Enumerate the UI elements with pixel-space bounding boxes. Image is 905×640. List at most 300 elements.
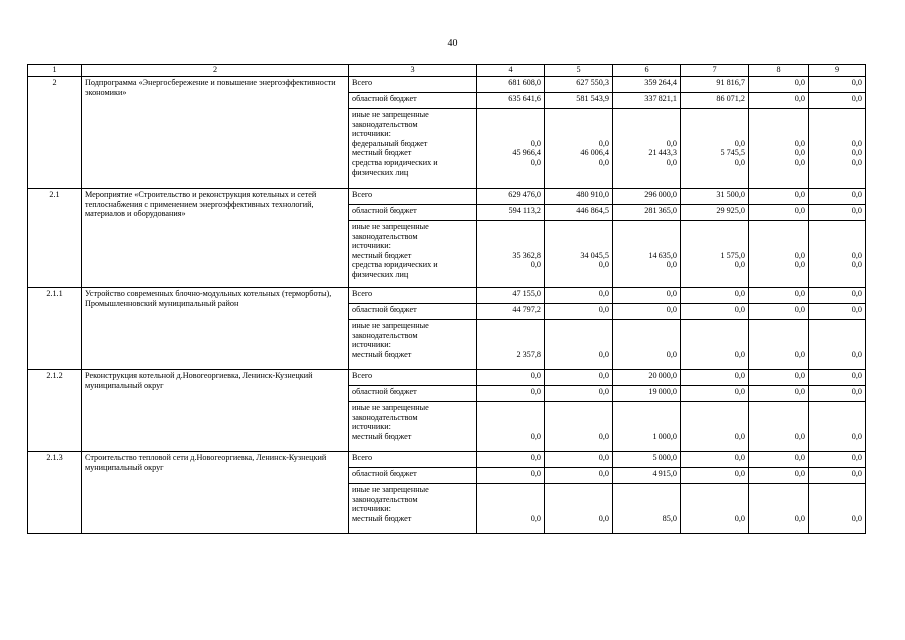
value: [684, 403, 745, 413]
value-cell: [681, 221, 749, 288]
value: 0,0: [851, 157, 862, 167]
column-header: 5: [545, 65, 613, 77]
value-cell: [809, 189, 866, 205]
funding-source-line: Всего: [352, 371, 373, 380]
value: [616, 321, 677, 331]
value: [548, 120, 609, 130]
value: 0,0: [666, 349, 677, 359]
value: 681 608,0: [508, 78, 541, 87]
value: [684, 340, 745, 350]
table-row: [28, 452, 866, 468]
value: [752, 331, 805, 341]
value: 0,0: [851, 431, 862, 441]
funding-source-line: местный бюджет: [352, 148, 412, 158]
funding-source-line: средства юридических и: [352, 260, 438, 270]
value-cell: [613, 320, 681, 370]
value: 0,0: [666, 305, 677, 314]
funding-source: [349, 386, 477, 402]
funding-source-line: источники:: [352, 504, 391, 514]
value-cell: [477, 93, 545, 109]
value: 0,0: [598, 305, 609, 314]
value-cell: [545, 109, 613, 189]
row-code: 2.1: [28, 189, 82, 288]
value: [684, 321, 745, 331]
value: [616, 241, 677, 251]
value: 0,0: [530, 431, 541, 441]
value: [480, 504, 541, 514]
value: [548, 340, 609, 350]
funding-source-line: областной бюджет: [352, 94, 417, 103]
value-cell: [809, 304, 866, 320]
value: 296 000,0: [644, 190, 677, 199]
value-cell: [681, 109, 749, 189]
value: [616, 495, 677, 505]
value: [752, 504, 805, 514]
value: [480, 241, 541, 251]
value: [548, 331, 609, 341]
value-cell: [545, 402, 613, 452]
value: [752, 129, 805, 139]
funding-source: [349, 402, 477, 452]
value: 0,0: [530, 469, 541, 478]
value-cell: [749, 93, 809, 109]
value: [548, 422, 609, 432]
value: [480, 129, 541, 139]
value-cell: [613, 370, 681, 386]
value-cell: [681, 386, 749, 402]
value: [480, 403, 541, 413]
value-cell: [545, 93, 613, 109]
value-cell: [613, 205, 681, 221]
budget-table: [27, 64, 866, 534]
value: 45 966,4: [512, 148, 541, 158]
value-cell: [545, 288, 613, 304]
value-cell: [613, 468, 681, 484]
value-cell: [681, 370, 749, 386]
funding-source-line: источники:: [352, 422, 391, 432]
value: 635 641,6: [508, 94, 541, 103]
value: 480 910,0: [576, 190, 609, 199]
value: [684, 485, 745, 495]
value: 0,0: [530, 157, 541, 167]
value-cell: [809, 221, 866, 288]
value-cell: [681, 288, 749, 304]
value: [616, 422, 677, 432]
value: 0,0: [851, 250, 862, 260]
value: 0,0: [794, 94, 805, 103]
value: [684, 331, 745, 341]
value: 0,0: [851, 148, 862, 158]
value: 0,0: [734, 453, 745, 462]
funding-source-line: законодательством: [352, 119, 418, 129]
value: 0,0: [851, 78, 862, 87]
column-header: 6: [613, 65, 681, 77]
value-cell: [681, 205, 749, 221]
column-header: 9: [809, 65, 866, 77]
value: [616, 340, 677, 350]
value: [548, 321, 609, 331]
value: 0,0: [530, 513, 541, 523]
value: [684, 129, 745, 139]
funding-source-line: Всего: [352, 453, 373, 462]
value-cell: [749, 468, 809, 484]
value: [480, 110, 541, 120]
value: [752, 422, 805, 432]
value: [616, 504, 677, 514]
funding-source-line: областной бюджет: [352, 469, 417, 478]
value: 86 071,2: [716, 94, 745, 103]
value-cell: [613, 484, 681, 534]
value: [752, 413, 805, 423]
value-cell: [477, 189, 545, 205]
value: 20 000,0: [648, 371, 677, 380]
value-cell: [681, 304, 749, 320]
value: 0,0: [530, 260, 541, 270]
value: 359 264,4: [644, 78, 677, 87]
value: 0,0: [530, 453, 541, 462]
value: 0,0: [598, 289, 609, 298]
value: [684, 413, 745, 423]
value: [752, 340, 805, 350]
funding-source: [349, 205, 477, 221]
funding-source-line: иные не запрещенные: [352, 485, 429, 494]
value: 0,0: [851, 190, 862, 199]
value-cell: [681, 484, 749, 534]
funding-source-line: законодательством: [352, 330, 418, 340]
value-cell: [749, 205, 809, 221]
value-cell: [749, 452, 809, 468]
value: 34 045,5: [580, 250, 609, 260]
value: [616, 120, 677, 130]
value: 0,0: [530, 387, 541, 396]
value: 35 362,8: [512, 250, 541, 260]
value-cell: [809, 370, 866, 386]
funding-source-line: источники:: [352, 241, 391, 251]
funding-source: [349, 93, 477, 109]
value-cell: [809, 452, 866, 468]
funding-source-line: законодательством: [352, 412, 418, 422]
value-cell: [809, 77, 866, 93]
value: [480, 331, 541, 341]
value-cell: [477, 304, 545, 320]
funding-source-line: физических лиц: [352, 269, 409, 279]
value-cell: [681, 93, 749, 109]
value-cell: [809, 402, 866, 452]
value: [684, 241, 745, 251]
value: [752, 222, 805, 232]
value: 0,0: [794, 157, 805, 167]
value: 0,0: [794, 469, 805, 478]
funding-source: [349, 304, 477, 320]
value-cell: [809, 386, 866, 402]
value: 0,0: [794, 138, 805, 148]
value: 0,0: [794, 371, 805, 380]
row-code: 2.1.3: [28, 452, 82, 534]
funding-source-line: средства юридических и: [352, 157, 438, 167]
value-cell: [545, 189, 613, 205]
value-cell: [613, 304, 681, 320]
value-cell: [613, 77, 681, 93]
value-cell: [545, 205, 613, 221]
value: 0,0: [794, 513, 805, 523]
value: [548, 232, 609, 242]
value: 85,0: [662, 513, 677, 523]
value: [684, 110, 745, 120]
value-cell: [809, 109, 866, 189]
value: 0,0: [851, 305, 862, 314]
funding-source-line: местный бюджет: [352, 250, 412, 260]
value-cell: [613, 93, 681, 109]
value: 0,0: [851, 371, 862, 380]
value: 0,0: [598, 431, 609, 441]
column-header: 4: [477, 65, 545, 77]
value-cell: [749, 221, 809, 288]
funding-source-line: законодательством: [352, 231, 418, 241]
value: 0,0: [794, 78, 805, 87]
value: 0,0: [598, 453, 609, 462]
value: 0,0: [598, 371, 609, 380]
value-cell: [749, 484, 809, 534]
value: [752, 403, 805, 413]
value: [812, 110, 862, 120]
value: 1 000,0: [652, 431, 677, 441]
header-row: [28, 65, 866, 77]
value-cell: [809, 93, 866, 109]
value: 281 365,0: [644, 206, 677, 215]
value: 4 915,0: [652, 469, 677, 478]
value: 0,0: [851, 138, 862, 148]
value: [480, 340, 541, 350]
value-cell: [613, 386, 681, 402]
value: 0,0: [598, 349, 609, 359]
value-cell: [477, 402, 545, 452]
value-cell: [545, 370, 613, 386]
funding-source-line: областной бюджет: [352, 305, 417, 314]
value: [480, 232, 541, 242]
value-cell: [749, 320, 809, 370]
value: 31 500,0: [716, 190, 745, 199]
value: 0,0: [851, 513, 862, 523]
value-cell: [477, 77, 545, 93]
value: 5 745,5: [720, 148, 745, 158]
value: [812, 403, 862, 413]
value: 0,0: [794, 349, 805, 359]
value-cell: [809, 320, 866, 370]
value: 0,0: [794, 206, 805, 215]
funding-source-line: областной бюджет: [352, 206, 417, 215]
column-header: 2: [82, 65, 349, 77]
value: [752, 110, 805, 120]
row-code: 2.1.2: [28, 370, 82, 452]
value: 0,0: [598, 469, 609, 478]
value-cell: [681, 320, 749, 370]
value: [548, 110, 609, 120]
row-title: Подпрограмма «Энергосбережение и повышение энергоэффективности экономики»: [82, 77, 349, 189]
value-cell: [681, 77, 749, 93]
value-cell: [477, 370, 545, 386]
value: 14 635,0: [648, 250, 677, 260]
value: [480, 321, 541, 331]
value: [684, 222, 745, 232]
value: [752, 495, 805, 505]
table-row: [28, 189, 866, 205]
value: [616, 222, 677, 232]
table-row: [28, 77, 866, 93]
value: [684, 422, 745, 432]
value: [548, 222, 609, 232]
value-cell: [477, 320, 545, 370]
value: [480, 422, 541, 432]
value: 0,0: [851, 260, 862, 270]
funding-source: [349, 109, 477, 189]
funding-source-line: местный бюджет: [352, 431, 412, 441]
value: 0,0: [666, 289, 677, 298]
value: 0,0: [734, 157, 745, 167]
value: 91 816,7: [716, 78, 745, 87]
value: 0,0: [851, 469, 862, 478]
value-cell: [749, 386, 809, 402]
value: 446 864,5: [576, 206, 609, 215]
row-code: 2.1.1: [28, 288, 82, 370]
column-header: 1: [28, 65, 82, 77]
value: [548, 504, 609, 514]
value: 0,0: [851, 94, 862, 103]
value: 0,0: [794, 289, 805, 298]
value: 44 797,2: [512, 305, 541, 314]
funding-source-line: физических лиц: [352, 167, 409, 177]
value: 627 550,3: [576, 78, 609, 87]
value: [752, 232, 805, 242]
funding-source: [349, 452, 477, 468]
value: [616, 413, 677, 423]
column-header: 7: [681, 65, 749, 77]
value-cell: [545, 452, 613, 468]
value: [616, 110, 677, 120]
funding-source: [349, 370, 477, 386]
column-header: 3: [349, 65, 477, 77]
funding-source: [349, 189, 477, 205]
value-cell: [809, 205, 866, 221]
value-cell: [749, 370, 809, 386]
value: [812, 321, 862, 331]
value: [480, 222, 541, 232]
value-cell: [613, 221, 681, 288]
value: [812, 120, 862, 130]
value: [480, 120, 541, 130]
value-cell: [545, 304, 613, 320]
value: 0,0: [734, 371, 745, 380]
row-code: 2: [28, 77, 82, 189]
value: [752, 321, 805, 331]
value: [752, 485, 805, 495]
value: [548, 129, 609, 139]
value: [548, 495, 609, 505]
value: 0,0: [598, 387, 609, 396]
value: 0,0: [794, 387, 805, 396]
value: [548, 241, 609, 251]
value: 0,0: [794, 190, 805, 199]
row-title: Реконструкция котельной д.Новогеоргиевка, Ленинск-Кузнецкий муниципальный округ: [82, 370, 349, 452]
value-cell: [809, 484, 866, 534]
value-cell: [681, 468, 749, 484]
value: [752, 241, 805, 251]
value: 19 000,0: [648, 387, 677, 396]
value: 0,0: [734, 349, 745, 359]
value: [684, 120, 745, 130]
value: 0,0: [851, 349, 862, 359]
value: [684, 232, 745, 242]
funding-source: [349, 288, 477, 304]
funding-source-line: местный бюджет: [352, 513, 412, 523]
value: 0,0: [598, 138, 609, 148]
funding-source-line: Всего: [352, 289, 373, 298]
value: [812, 129, 862, 139]
value: 629 476,0: [508, 190, 541, 199]
value-cell: [477, 452, 545, 468]
value: 1 575,0: [720, 250, 745, 260]
value-cell: [545, 320, 613, 370]
value-cell: [681, 189, 749, 205]
funding-source: [349, 484, 477, 534]
value-cell: [613, 109, 681, 189]
value: 0,0: [734, 387, 745, 396]
value-cell: [545, 484, 613, 534]
column-header: 8: [749, 65, 809, 77]
funding-source-line: Всего: [352, 78, 373, 87]
row-title: Строительство тепловой сети д.Новогеоргиевка, Ленинск-Кузнецкий муниципальный округ: [82, 452, 349, 534]
value: 594 113,2: [508, 206, 541, 215]
value-cell: [749, 304, 809, 320]
value: 29 925,0: [716, 206, 745, 215]
value-cell: [613, 189, 681, 205]
funding-source-line: иные не запрещенные: [352, 222, 429, 231]
value: 0,0: [794, 305, 805, 314]
funding-source-line: источники:: [352, 129, 391, 139]
value-cell: [749, 402, 809, 452]
value: [480, 413, 541, 423]
value: 0,0: [530, 371, 541, 380]
value: 0,0: [734, 469, 745, 478]
value-cell: [749, 77, 809, 93]
value: 337 821,1: [644, 94, 677, 103]
value: [548, 485, 609, 495]
value: [616, 403, 677, 413]
funding-source-line: областной бюджет: [352, 387, 417, 396]
funding-source-line: законодательством: [352, 494, 418, 504]
value-cell: [613, 452, 681, 468]
value: 0,0: [734, 513, 745, 523]
funding-source: [349, 221, 477, 288]
value-cell: [809, 288, 866, 304]
value: 0,0: [734, 431, 745, 441]
value: [480, 485, 541, 495]
value-cell: [477, 484, 545, 534]
value: [812, 413, 862, 423]
value-cell: [613, 288, 681, 304]
value: 0,0: [794, 148, 805, 158]
funding-source-line: иные не запрещенные: [352, 321, 429, 330]
value-cell: [545, 386, 613, 402]
funding-source-line: источники:: [352, 340, 391, 350]
table-row: [28, 370, 866, 386]
funding-source: [349, 320, 477, 370]
value-cell: [613, 402, 681, 452]
value: 0,0: [794, 260, 805, 270]
value: 0,0: [851, 453, 862, 462]
funding-source-line: федеральный бюджет: [352, 138, 428, 148]
value: 0,0: [666, 138, 677, 148]
value-cell: [545, 468, 613, 484]
